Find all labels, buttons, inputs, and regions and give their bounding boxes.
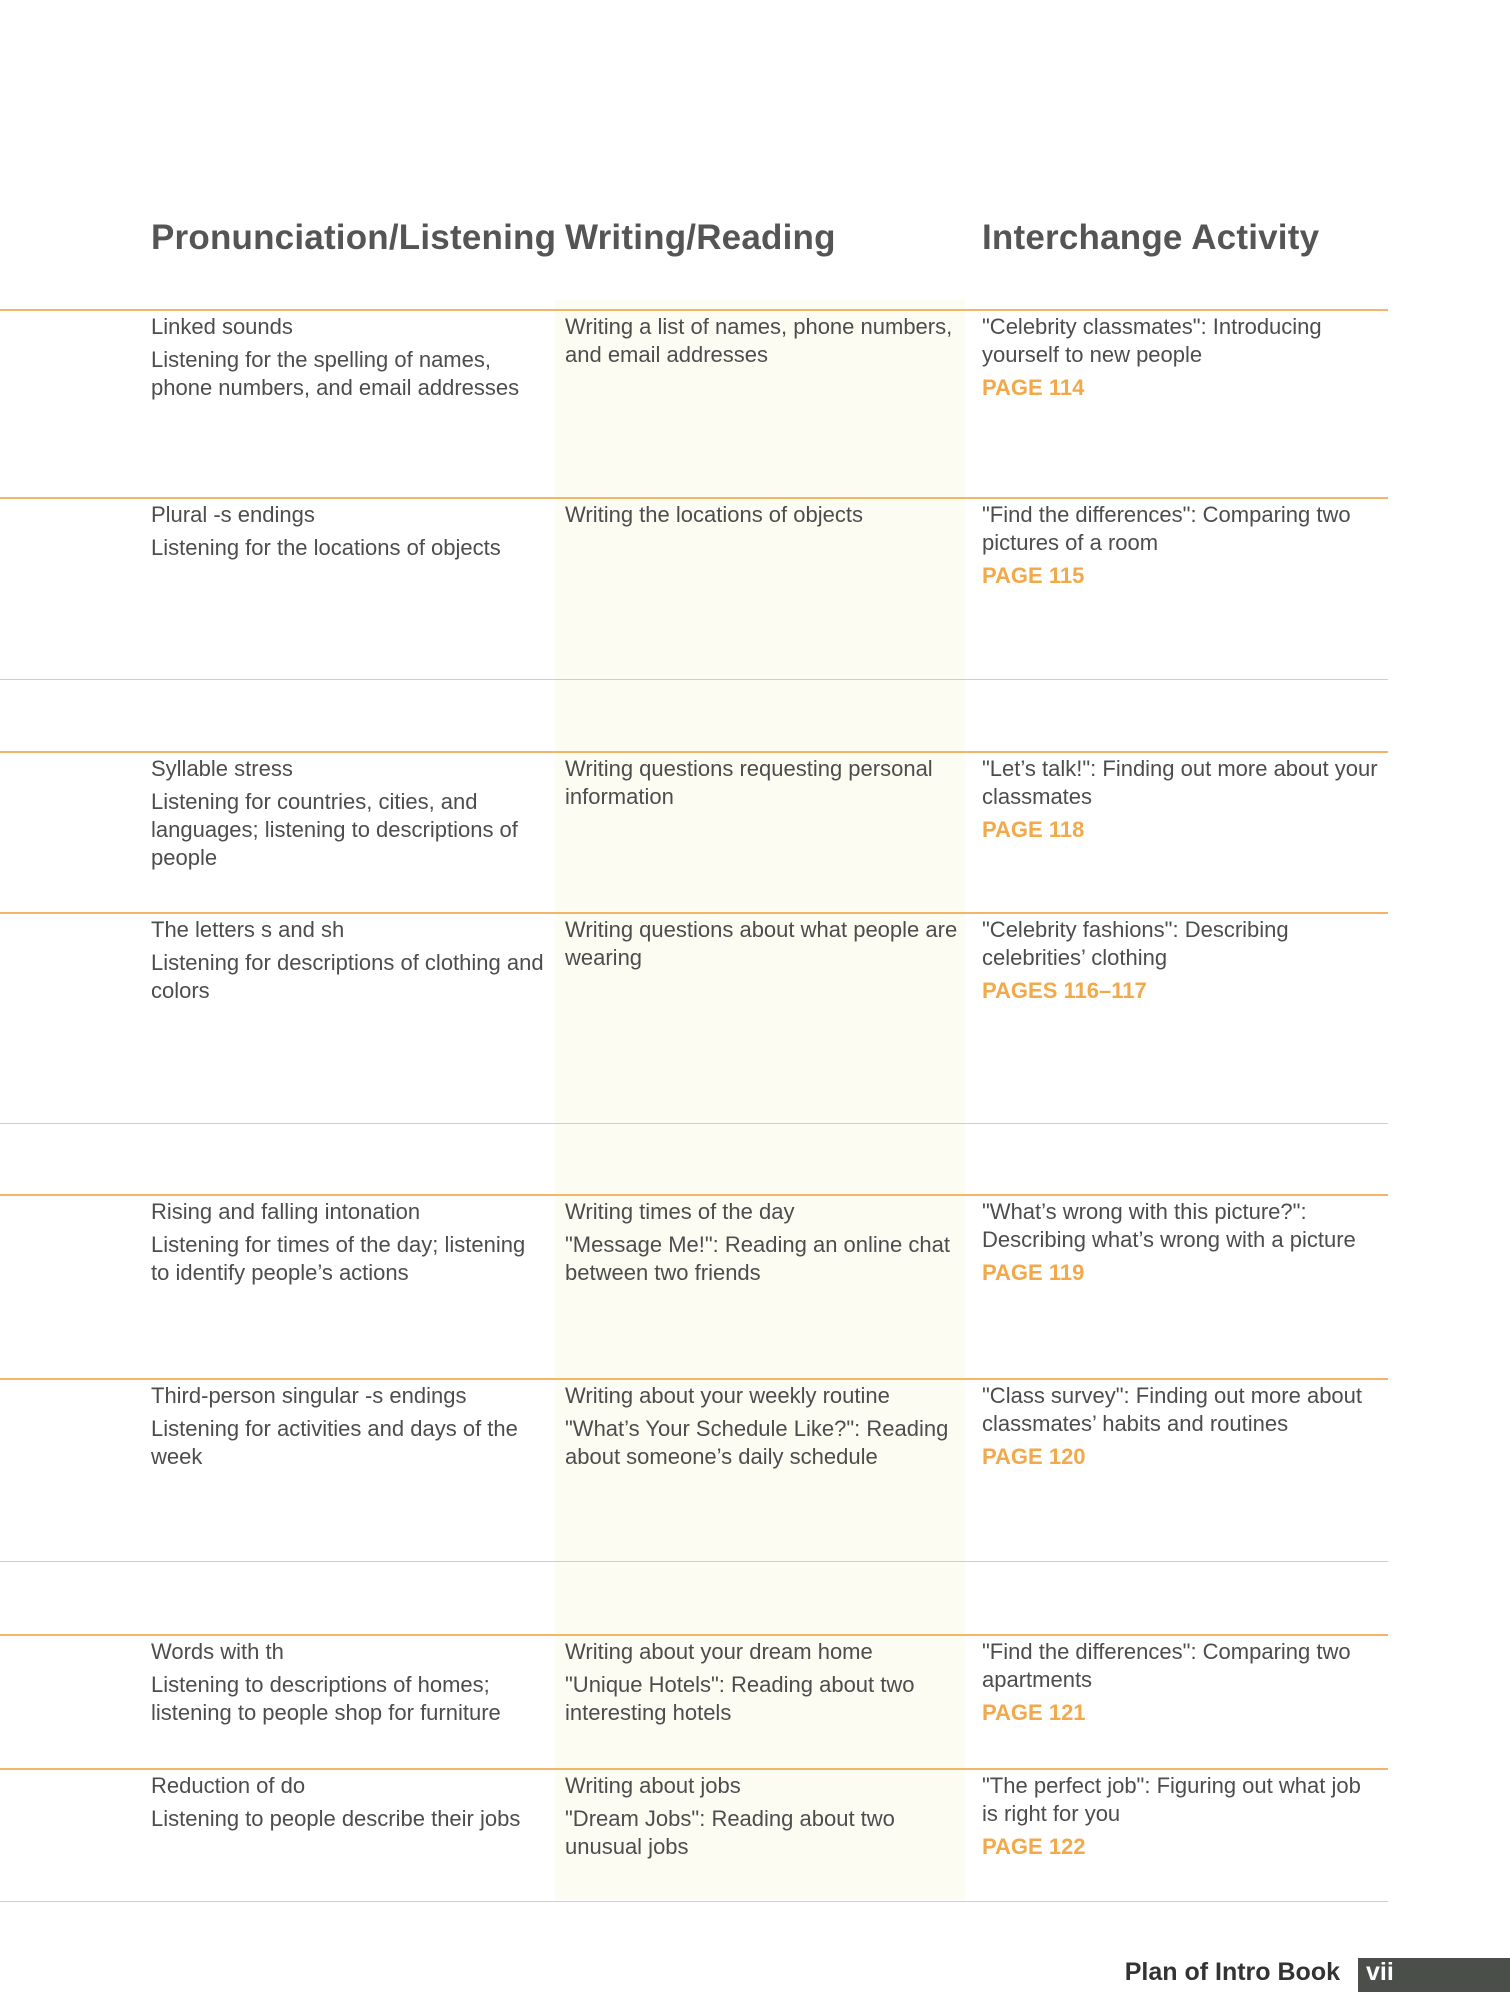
page-reference: PAGE 115 [982,563,1085,588]
pronunciation-topic: Plural -s endings [151,502,315,527]
bottom-divider [0,1901,1388,1902]
page-reference: PAGE 119 [982,1260,1085,1285]
header-interchange-activity: Interchange Activity [982,218,1320,257]
listening-topic: Listening for countries, cities, and languages; listening to descriptions of people [151,789,518,870]
row-4-writing [565,916,965,977]
row-5-activity [982,1198,1382,1287]
row-1-pronunciation [151,313,546,407]
reading-topic: "Dream Jobs": Reading about two unusual jobs [565,1806,895,1859]
pronunciation-topic: Third-person singular -s endings [151,1383,467,1408]
row-divider [0,912,1388,914]
reading-topic: "Unique Hotels": Reading about two interesting hotels [565,1672,915,1725]
row-8-writing [565,1772,965,1866]
pronunciation-topic: Rising and falling intonation [151,1199,421,1224]
page-reference: PAGE 118 [982,817,1085,842]
writing-topic: Writing about your dream home [565,1639,873,1664]
writing-topic: Writing a list of names, phone numbers, and email addresses [565,314,953,367]
writing-topic: Writing about your weekly routine [565,1383,890,1408]
pronunciation-topic: Linked sounds [151,314,293,339]
pronunciation-topic: Reduction of do [151,1773,306,1798]
activity-description: "Let’s talk!": Finding out more about your classmates [982,756,1378,809]
row-2-activity [982,501,1382,590]
row-divider [0,1378,1388,1380]
row-divider [0,497,1388,499]
unit-divider [0,1561,1388,1562]
listening-topic: Listening for the spelling of names, phone numbers, and email addresses [151,347,520,400]
row-divider [0,1194,1388,1196]
activity-description: "The perfect job": Figuring out what job is right for you [982,1773,1361,1826]
row-4-activity [982,916,1382,1005]
listening-topic: Listening for the locations of objects [151,535,501,560]
row-6-activity [982,1382,1382,1471]
row-divider [0,1634,1388,1636]
listening-topic: Listening for times of the day; listening to identify people’s actions [151,1232,526,1285]
row-7-activity [982,1638,1382,1727]
row-8-pronunciation [151,1772,546,1838]
row-2-writing [565,501,965,534]
row-2-pronunciation [151,501,546,567]
writing-topic: Writing the locations of objects [565,502,863,527]
row-divider [0,751,1388,753]
row-8-activity [982,1772,1382,1861]
activity-description: "Celebrity fashions": Describing celebrities’ clothing [982,917,1289,970]
row-5-pronunciation [151,1198,546,1292]
page-reference: PAGE 121 [982,1700,1086,1725]
page-reference: PAGE 122 [982,1834,1086,1859]
listening-topic: Listening for activities and days of the week [151,1416,518,1469]
footer-book-title: Plan of Intro Book [1124,1958,1340,1986]
reading-topic: "Message Me!": Reading an online chat between two friends [565,1232,950,1285]
row-3-writing [565,755,965,816]
activity-description: "Class survey": Finding out more about classmates’ habits and routines [982,1383,1363,1436]
writing-topic: Writing about jobs [565,1773,741,1798]
row-1-activity [982,313,1382,402]
row-3-activity [982,755,1382,844]
footer-page-number: vii [1366,1958,1394,1986]
page-reference: PAGE 120 [982,1444,1086,1469]
writing-topic: Writing times of the day [565,1199,795,1224]
row-7-pronunciation [151,1638,546,1732]
reading-topic: "What’s Your Schedule Like?": Reading about someone’s daily schedule [565,1416,949,1469]
writing-topic: Writing questions about what people are wearing [565,917,958,970]
listening-topic: Listening for descriptions of clothing and colors [151,950,544,1003]
row-6-pronunciation [151,1382,546,1476]
unit-divider [0,1123,1388,1124]
page-reference: PAGES 116–117 [982,978,1147,1003]
row-6-writing [565,1382,965,1476]
header-writing-reading: Writing/Reading [565,218,836,257]
activity-description: "What’s wrong with this picture?": Describing what’s wrong with a picture [982,1199,1356,1252]
writing-topic: Writing questions requesting personal information [565,756,933,809]
row-4-pronunciation [151,916,546,1010]
unit-divider [0,679,1388,680]
row-1-writing [565,313,965,374]
activity-description: "Find the differences": Comparing two apartments [982,1639,1351,1692]
pronunciation-topic: Syllable stress [151,756,293,781]
row-divider [0,309,1388,311]
page-reference: PAGE 114 [982,375,1085,400]
activity-description: "Celebrity classmates": Introducing yourself to new people [982,314,1322,367]
activity-description: "Find the differences": Comparing two pictures of a room [982,502,1351,555]
row-7-writing [565,1638,965,1732]
pronunciation-topic: Words with th [151,1639,284,1664]
row-5-writing [565,1198,965,1292]
listening-topic: Listening to descriptions of homes; listening to people shop for furniture [151,1672,501,1725]
pronunciation-topic: The letters s and sh [151,917,345,942]
listening-topic: Listening to people describe their jobs [151,1806,521,1831]
header-pronunciation-listening: Pronunciation/Listening [151,218,557,257]
row-divider [0,1768,1388,1770]
row-3-pronunciation [151,755,546,877]
